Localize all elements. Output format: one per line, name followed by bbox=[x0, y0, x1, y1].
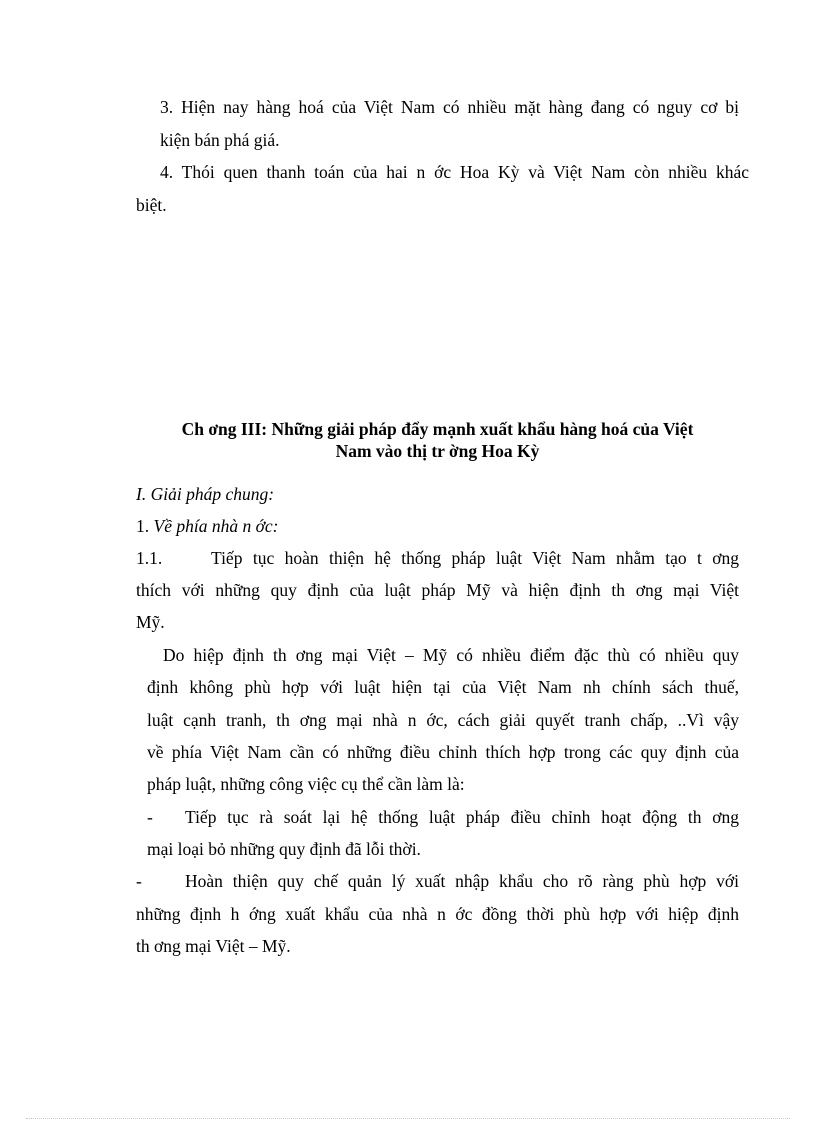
point-1-1-line-3: Mỹ. bbox=[136, 612, 165, 632]
bullet-1-dash: - bbox=[147, 807, 153, 827]
subheading bbox=[136, 515, 739, 537]
paragraph-line-1: Do hiệp định th ơng mại Việt – Mỹ có nhiều điểm đặc thù có nhiều quy bbox=[163, 645, 739, 665]
bullet-2-dash: - bbox=[136, 871, 142, 891]
subheading-number: 1. bbox=[136, 516, 150, 536]
list-item-3-line-1: 3. Hiện nay hàng hoá của Việt Nam có nhiều mặt hàng đang có nguy cơ bị bbox=[160, 97, 739, 117]
bullet-2-line-3: th ơng mại Việt – Mỹ. bbox=[136, 936, 291, 956]
chapter-title-line-2: Nam vào thị tr ờng Hoa Kỳ bbox=[335, 441, 540, 461]
paragraph-line-3: luật cạnh tranh, th ơng mại nhà n ớc, cách giải quyết tranh chấp, ..Vì vậy bbox=[147, 710, 739, 730]
bullet-2-line-1: Hoàn thiện quy chế quản lý xuất nhập khẩu cho rõ ràng phù hợp với bbox=[185, 871, 739, 891]
page-bottom-divider bbox=[26, 1118, 790, 1119]
list-item-4-line-2: biệt. bbox=[136, 195, 167, 215]
section-heading: I. Giải pháp chung: bbox=[136, 484, 275, 504]
bullet-1-line-2: mại loại bỏ những quy định đã lỗi thời. bbox=[147, 839, 421, 859]
list-item-3-line-2: kiện bán phá giá. bbox=[160, 130, 280, 150]
paragraph-line-4: về phía Việt Nam cần có những điều chỉnh thích hợp trong các quy định của bbox=[147, 742, 739, 762]
paragraph-line-2: định không phù hợp với luật hiện tại của Việt Nam nh chính sách thuế, bbox=[147, 677, 739, 697]
bullet-1-line-1: Tiếp tục rà soát lại hệ thống luật pháp điều chỉnh hoạt động th ơng bbox=[185, 807, 739, 827]
list-item-4-line-1: 4. Thói quen thanh toán của hai n ớc Hoa Kỳ và Việt Nam còn nhiều khác bbox=[160, 162, 749, 182]
chapter-title-line-1: Ch ơng III: Những giải pháp đẩy mạnh xuất khẩu hàng hoá của Việt bbox=[181, 419, 694, 439]
paragraph-line-5: pháp luật, những công việc cụ thể cần làm là: bbox=[147, 774, 465, 794]
subheading-text: Về phía nhà n ớc: bbox=[153, 516, 279, 536]
bullet-2-line-2: những định h ớng xuất khẩu của nhà n ớc đồng thời phù hợp với hiệp định bbox=[136, 904, 739, 924]
point-1-1-line-1: Tiếp tục hoàn thiện hệ thống pháp luật Việt Nam nhằm tạo t ơng bbox=[211, 548, 739, 568]
point-1-1-line-2: thích với những quy định của luật pháp Mỹ và hiện định th ơng mại Việt bbox=[136, 580, 739, 600]
point-1-1-number: 1.1. bbox=[136, 548, 163, 568]
